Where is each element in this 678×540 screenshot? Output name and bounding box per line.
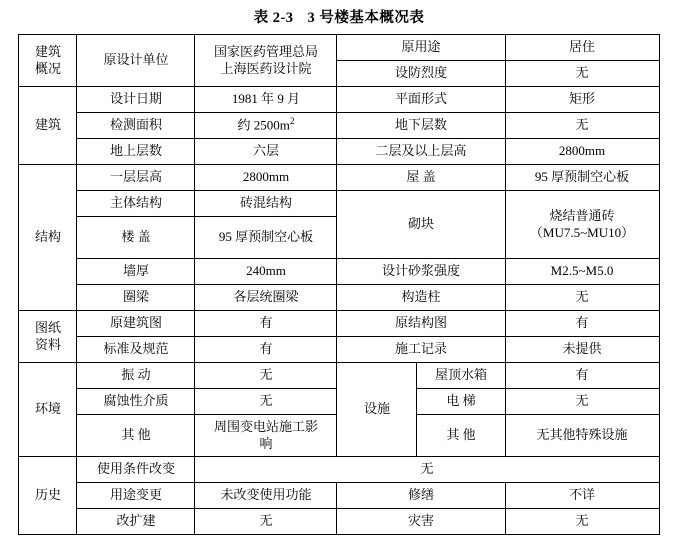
value-inspection-area [195, 113, 337, 139]
table-row [19, 259, 659, 285]
label-disaster: 灾害 [337, 509, 505, 535]
label-repair: 修缮 [337, 483, 505, 509]
value-aboveground-floors: 六层 [195, 139, 337, 165]
label-original-structural-drawing: 原结构图 [337, 311, 505, 337]
category-structure: 结构 [19, 165, 77, 311]
label-plan-form: 平面形式 [337, 87, 505, 113]
value-environment-other [195, 415, 337, 457]
table-row [19, 483, 659, 509]
value-design-date: 1981 年 9 月 [195, 87, 337, 113]
value-use-change: 未改变使用功能 [195, 483, 337, 509]
label-elevator: 电 梯 [417, 389, 505, 415]
table-row [19, 113, 659, 139]
value-original-designer-line2: 上海医药设计院 [220, 60, 312, 76]
table-row [19, 35, 659, 61]
label-upper-floor-height: 二层及以上层高 [337, 139, 505, 165]
value-constructional-column: 无 [505, 285, 659, 311]
table-caption-title: 3 号楼基本概况表 [307, 10, 425, 26]
label-floor-slab: 楼 盖 [77, 217, 195, 259]
label-corrosive-medium: 腐蚀性介质 [77, 389, 195, 415]
value-original-designer-line1: 国家医药管理总局 [213, 44, 318, 60]
value-first-floor-height: 2800mm [195, 165, 337, 191]
value-inspection-area-text: 约 2500m [237, 117, 290, 133]
label-standards-and-codes: 标准及规范 [77, 337, 195, 363]
value-standards-and-codes: 有 [195, 337, 337, 363]
value-inspection-area-sup: 2 [289, 117, 295, 128]
label-vibration: 振 动 [77, 363, 195, 389]
label-reconstruction-extension: 改扩建 [77, 509, 195, 535]
category-overview-line2: 概况 [34, 60, 61, 76]
label-roof: 屋 盖 [337, 165, 505, 191]
value-roof-water-tank: 有 [505, 363, 659, 389]
label-construction-records: 施工记录 [337, 337, 505, 363]
label-underground-floors: 地下层数 [337, 113, 505, 139]
table-row [19, 139, 659, 165]
label-first-floor-height: 一层层高 [77, 165, 195, 191]
table-row [19, 285, 659, 311]
value-original-architectural-drawing: 有 [195, 311, 337, 337]
label-design-date: 设计日期 [77, 87, 195, 113]
label-main-structure: 主体结构 [77, 191, 195, 217]
value-usage-condition-change: 无 [195, 457, 659, 483]
value-plan-form: 矩形 [505, 87, 659, 113]
value-vibration: 无 [195, 363, 337, 389]
value-floor-slab: 95 厚预制空心板 [195, 217, 337, 259]
label-facilities: 设施 [337, 363, 417, 457]
value-masonry-block-line1: 烧结普通砖 [549, 208, 615, 224]
value-repair: 不详 [505, 483, 659, 509]
table-row [19, 363, 659, 389]
label-mortar-strength: 设计砂浆强度 [337, 259, 505, 285]
category-environment: 环境 [19, 363, 77, 457]
table-row [19, 509, 659, 535]
label-roof-water-tank: 屋顶水箱 [417, 363, 505, 389]
table-caption-number: 表 2-3 [253, 10, 294, 26]
value-original-designer [195, 35, 337, 87]
label-usage-condition-change: 使用条件改变 [77, 457, 195, 483]
value-construction-records: 未提供 [505, 337, 659, 363]
category-overview-line1: 建筑 [34, 44, 61, 60]
label-inspection-area: 检测面积 [77, 113, 195, 139]
label-use-change: 用途变更 [77, 483, 195, 509]
label-original-use: 原用途 [337, 35, 505, 61]
table-row [19, 87, 659, 113]
table-row [19, 311, 659, 337]
category-history: 历史 [19, 457, 77, 535]
value-environment-other-line2: 响 [259, 435, 273, 451]
label-facilities-other: 其 他 [417, 415, 505, 457]
label-seismic-intensity: 设防烈度 [337, 61, 505, 87]
category-building: 建筑 [19, 87, 77, 165]
value-facilities-other: 无其他特殊设施 [505, 415, 659, 457]
value-masonry-block-line2: （MU7.5~MU10） [529, 224, 635, 240]
value-main-structure: 砖混结构 [195, 191, 337, 217]
table-row [19, 337, 659, 363]
category-drawings [19, 311, 77, 363]
table-caption [0, 0, 678, 34]
label-original-architectural-drawing: 原建筑图 [77, 311, 195, 337]
value-environment-other-line1: 周围变电站施工影 [213, 419, 318, 435]
category-drawings-line2: 资料 [34, 336, 61, 352]
value-corrosive-medium: 无 [195, 389, 337, 415]
value-seismic-intensity: 无 [505, 61, 659, 87]
table-row [19, 165, 659, 191]
value-elevator: 无 [505, 389, 659, 415]
table-row [19, 191, 659, 217]
value-underground-floors: 无 [505, 113, 659, 139]
value-masonry-block [505, 191, 659, 259]
label-constructional-column: 构造柱 [337, 285, 505, 311]
building-overview-table [18, 34, 659, 535]
value-reconstruction-extension: 无 [195, 509, 337, 535]
label-ring-beam: 圈梁 [77, 285, 195, 311]
value-original-use: 居住 [505, 35, 659, 61]
category-overview [19, 35, 77, 87]
label-original-designer: 原设计单位 [77, 35, 195, 87]
category-drawings-line1: 图纸 [34, 320, 61, 336]
value-wall-thickness: 240mm [195, 259, 337, 285]
label-aboveground-floors: 地上层数 [77, 139, 195, 165]
value-disaster: 无 [505, 509, 659, 535]
label-wall-thickness: 墙厚 [77, 259, 195, 285]
value-roof: 95 厚预制空心板 [505, 165, 659, 191]
label-environment-other: 其 他 [77, 415, 195, 457]
value-upper-floor-height: 2800mm [505, 139, 659, 165]
table-row [19, 457, 659, 483]
value-original-structural-drawing: 有 [505, 311, 659, 337]
label-masonry-block: 砌块 [337, 191, 505, 259]
value-mortar-strength: M2.5~M5.0 [505, 259, 659, 285]
value-ring-beam: 各层统圈梁 [195, 285, 337, 311]
